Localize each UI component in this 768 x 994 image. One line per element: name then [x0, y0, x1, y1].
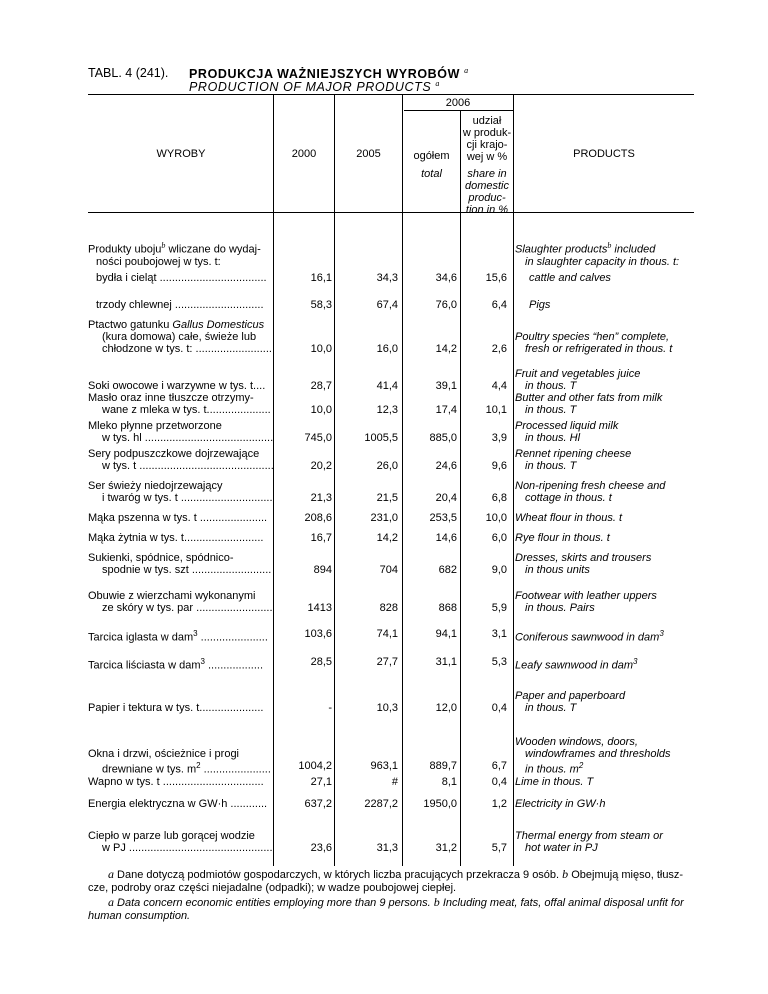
- cell-value: 5,7: [491, 842, 507, 854]
- share-pl-line: udział: [472, 115, 502, 127]
- row-label-en-line: in thous. T: [525, 460, 577, 472]
- table-number: TABL. 4 (241).: [88, 66, 169, 80]
- row-label-pl-line: Soki owocowe i warzywne w tys. t....: [88, 380, 266, 392]
- col-divider-5: [513, 94, 514, 866]
- header-2006: 2006: [445, 97, 471, 109]
- cell-value: 6,4: [491, 299, 507, 311]
- cell-value: 6,0: [491, 532, 507, 544]
- cell-value: #: [391, 776, 398, 788]
- section-en-line2: in slaughter capacity in thous. t:: [525, 255, 680, 268]
- header-share-en: [461, 168, 513, 216]
- cell-value: 39,1: [435, 380, 457, 392]
- row-label-pl: [88, 380, 274, 392]
- row-label-en: [515, 272, 690, 284]
- header-bottom-rule: [88, 212, 694, 213]
- section-label-en: [515, 240, 690, 268]
- row-label-pl-line: Energia elektryczna w GW·h ............: [88, 798, 268, 810]
- header-total-pl: ogółem: [413, 150, 450, 162]
- row-label-pl: [88, 776, 274, 788]
- row-label-en: [515, 552, 690, 576]
- cell-value: 74,1: [376, 628, 398, 640]
- row-label-en-line: Thermal energy from steam or: [515, 830, 663, 842]
- row-label-en-line: in thous. T: [525, 702, 577, 714]
- cell-value: -: [328, 702, 332, 714]
- row-label-en: [515, 532, 690, 544]
- row-label-pl: [88, 319, 274, 355]
- footnote-en: [88, 896, 694, 923]
- row-label-pl: [88, 830, 274, 854]
- row-label-en: [515, 628, 690, 644]
- unit-exponent: 2: [196, 761, 201, 770]
- header-total-en: total: [421, 168, 442, 180]
- cell-value: 34,3: [376, 272, 398, 284]
- row-label-en-line: in thous units: [525, 564, 590, 576]
- share-pl-line: w produk-: [462, 127, 512, 139]
- row-label-pl-line: chłodzone w tys. t: .........................: [102, 343, 272, 355]
- row-label-en: [515, 736, 690, 776]
- unit-exponent: 2: [578, 761, 584, 770]
- row-label-pl-line: Sukienki, spódnice, spódnico-: [88, 552, 234, 564]
- section-en-text: Slaughter products: [515, 243, 608, 256]
- cell-value: 27,7: [376, 656, 398, 668]
- footnote-mark: b: [562, 867, 569, 881]
- row-label-en-line: Leafy sawnwood in dam$^3$: [515, 657, 638, 672]
- row-label-pl-line: w PJ ...............................................: [102, 842, 273, 854]
- section-en-text2: included: [611, 243, 656, 256]
- cell-value: 26,0: [376, 460, 398, 472]
- title-footnote-mark: a: [464, 66, 469, 75]
- cell-value: 231,0: [370, 512, 398, 524]
- cell-value: 10,3: [376, 702, 398, 714]
- row-label-pl-line: w tys. hl ..........................................: [102, 432, 274, 444]
- share-en-line: share in: [467, 168, 507, 180]
- section-label-pl: [88, 240, 274, 268]
- unit-exponent: 3: [200, 657, 205, 666]
- row-label-pl-line: Okna i drzwi, ościeżnice i progi: [88, 748, 240, 760]
- section-pl-line1: [88, 240, 274, 256]
- cell-value: 28,5: [310, 656, 332, 668]
- cell-value: 76,0: [435, 299, 457, 311]
- row-label-en: [515, 690, 690, 714]
- section-pl-text: Produkty uboju: [88, 243, 162, 256]
- cell-value: 9,0: [491, 564, 507, 576]
- row-label-pl: [88, 590, 274, 614]
- row-label-pl-line: Masło oraz inne tłuszcze otrzymy-: [88, 392, 254, 404]
- unit-exponent: 3: [633, 657, 638, 666]
- cell-value: 10,0: [310, 343, 332, 355]
- cell-value: 20,4: [435, 492, 457, 504]
- cell-value: 8,1: [441, 776, 457, 788]
- header-wyroby: WYROBY: [156, 148, 206, 160]
- row-label-en-line: Fruit and vegetables juice: [515, 368, 641, 380]
- row-label-en-line: Footwear with leather uppers: [515, 590, 657, 602]
- row-label-pl: [88, 532, 274, 544]
- species-name: Gallus Domesticus: [172, 319, 265, 331]
- row-label-en-line: Non-ripening fresh cheese and: [515, 480, 666, 492]
- row-label-pl-line: Ciepło w parze lub gorącej wodzie: [88, 830, 255, 842]
- row-label-en: [515, 798, 690, 810]
- footnote-mark: a: [108, 867, 114, 881]
- cell-value: 6,7: [491, 760, 507, 772]
- row-label-en: [515, 368, 690, 392]
- row-label-pl-line: Mleko płynne przetworzone: [88, 420, 222, 432]
- row-label-en: [515, 590, 690, 614]
- cell-value: 28,7: [310, 380, 332, 392]
- cell-value: 828: [379, 602, 398, 614]
- cell-value: 1005,5: [364, 432, 398, 444]
- row-label-en-line: Wooden windows, doors,: [515, 736, 638, 748]
- title-polish-text: PRODUKCJA WAŻNIEJSZYCH WYROBÓW: [189, 67, 461, 82]
- row-label-en: [515, 512, 690, 524]
- cell-value: 745,0: [304, 432, 332, 444]
- section-en-mark: b: [607, 241, 612, 250]
- cell-value: 10,1: [485, 404, 507, 416]
- cell-value: 20,2: [310, 460, 332, 472]
- cell-value: 31,3: [376, 842, 398, 854]
- footnote-text: Data concern economic entities employing more than 9 persons.: [114, 897, 434, 909]
- cell-value: 10,0: [310, 404, 332, 416]
- cell-value: 1413: [307, 602, 332, 614]
- cell-value: 16,7: [310, 532, 332, 544]
- header-share-pl: [461, 115, 513, 163]
- row-label-pl-line: Tarcica iglasta w dam$^3$ ......................: [88, 629, 268, 644]
- row-label-pl-line: wane z mleka w tys. t.....................: [102, 404, 271, 416]
- footnote-pl: [88, 868, 694, 895]
- row-label-pl: [88, 480, 274, 504]
- cell-value: 58,3: [310, 299, 332, 311]
- cell-value: 10,0: [485, 512, 507, 524]
- cell-value: 16,0: [376, 343, 398, 355]
- row-label-en-line: in thous. T: [525, 380, 577, 392]
- cell-value: 12,3: [376, 404, 398, 416]
- footnote-text: Obejmują mięso, tłusz-cze, podroby oraz części niejadalne (odpadki); w wadze poubojowej ciepłej.: [88, 869, 684, 894]
- section-en-line1: [515, 240, 690, 256]
- cell-value: 885,0: [429, 432, 457, 444]
- row-label-pl: [88, 448, 274, 472]
- row-label-pl: [88, 552, 274, 576]
- row-label-pl-line: Mąka pszenna w tys. t ......................: [88, 512, 268, 524]
- row-label-pl-line: trzody chlewnej .............................: [96, 299, 264, 311]
- cell-value: 2,6: [491, 343, 507, 355]
- row-label-pl-line: Mąka żytnia w tys. t..........................: [88, 532, 264, 544]
- share-pl-line: cji krajo-: [466, 139, 508, 151]
- row-label-pl-line: ze skóry w tys. par .........................: [102, 602, 273, 614]
- row-label-en-line: hot water in PJ: [525, 842, 598, 854]
- row-label-en-line: Lime in thous. T: [515, 776, 594, 788]
- row-label-en-line: Poultry species “hen” complete,: [515, 331, 670, 343]
- section-pl-text2: wliczane do wydaj-: [165, 243, 261, 256]
- row-label-pl-line: Ser świeży niedojrzewający: [88, 480, 223, 492]
- row-label-pl: [88, 748, 274, 776]
- cell-value: 253,5: [429, 512, 457, 524]
- cell-value: 1,2: [491, 798, 507, 810]
- row-label-en-line: Butter and other fats from milk: [515, 392, 663, 404]
- cell-value: 16,1: [310, 272, 332, 284]
- col-divider-3: [402, 94, 403, 866]
- footnote-mark: a: [108, 895, 114, 909]
- row-label-en-line: in thous. Hl: [525, 432, 581, 444]
- section-pl-mark: b: [161, 241, 166, 250]
- section-pl-line2: ności poubojowej w tys. t:: [96, 255, 221, 268]
- cell-value: 4,4: [491, 380, 507, 392]
- cell-value: 94,1: [435, 628, 457, 640]
- cell-value: 5,3: [491, 656, 507, 668]
- cell-value: 704: [379, 564, 398, 576]
- share-pl-line: wej w %: [466, 151, 508, 163]
- row-label-en-line: Paper and paperboard: [515, 690, 626, 702]
- cell-value: 6,8: [491, 492, 507, 504]
- cell-value: 34,6: [435, 272, 457, 284]
- row-label-pl-line: Papier i tektura w tys. t.....................: [88, 702, 264, 714]
- row-label-en: [515, 299, 690, 311]
- row-label-pl-line: Wapno w tys. t .................................: [88, 776, 264, 788]
- cell-value: 14,2: [435, 343, 457, 355]
- table-top-rule: [88, 94, 694, 95]
- unit-exponent: 3: [193, 629, 198, 638]
- cell-value: 1950,0: [423, 798, 457, 810]
- row-label-pl: [88, 798, 274, 810]
- year-2006-underline: [404, 110, 514, 111]
- row-label-en-line: in thous. T: [525, 404, 577, 416]
- row-label-en-line: windowframes and thresholds: [525, 748, 671, 760]
- title-english: [189, 79, 440, 94]
- row-label-en: [515, 448, 690, 472]
- col-divider-2: [334, 94, 335, 866]
- footnote-text: Including meat, fats, offal animal disposal unfit for human consumption.: [88, 897, 684, 922]
- title-english-text: PRODUCTION OF MAJOR PRODUCTS: [189, 80, 432, 95]
- header-products: PRODUCTS: [573, 148, 635, 160]
- cell-value: 1004,2: [298, 760, 332, 772]
- cell-value: 5,9: [491, 602, 507, 614]
- row-label-en-line: cottage in thous. t: [525, 492, 612, 504]
- cell-value: 41,4: [376, 380, 398, 392]
- row-label-pl-line: w tys. t ............................................: [102, 460, 274, 472]
- cell-value: 31,2: [435, 842, 457, 854]
- cell-value: 963,1: [370, 760, 398, 772]
- row-label-pl-line: bydła i cieląt ...................................: [96, 272, 267, 284]
- cell-value: 0,4: [491, 702, 507, 714]
- cell-value: 889,7: [429, 760, 457, 772]
- share-en-line: domestic: [464, 180, 510, 192]
- footnote-mark: b: [433, 895, 440, 909]
- row-label-en: [515, 830, 690, 854]
- cell-value: 21,5: [376, 492, 398, 504]
- row-label-en: [515, 420, 690, 444]
- row-label-en: [515, 776, 690, 788]
- cell-value: 3,9: [491, 432, 507, 444]
- cell-value: 894: [313, 564, 332, 576]
- row-label-en-line: Electricity in GW·h: [515, 798, 606, 810]
- header-2000: 2000: [291, 148, 317, 160]
- footnote-text: Dane dotyczą podmiotów gospodarczych, w których liczba pracujących przekracza 9 osób.: [114, 869, 563, 881]
- row-label-pl-line: Ptactwo gatunku Gallus Domesticus: [88, 319, 265, 331]
- header-2005: 2005: [356, 148, 381, 160]
- row-label-en-line: Processed liquid milk: [515, 420, 619, 432]
- row-label-en-line: Rennet ripening cheese: [515, 448, 632, 460]
- row-label-en-line: Coniferous sawnwood in dam$^3$: [515, 629, 664, 644]
- cell-value: 15,6: [485, 272, 507, 284]
- cell-value: 103,6: [304, 628, 332, 640]
- cell-value: 9,6: [491, 460, 507, 472]
- cell-value: 3,1: [491, 628, 507, 640]
- cell-value: 27,1: [310, 776, 332, 788]
- col-divider-4: [460, 110, 461, 866]
- cell-value: 67,4: [376, 299, 398, 311]
- cell-value: 12,0: [435, 702, 457, 714]
- row-label-pl-line: spodnie w tys. szt ..........................: [102, 564, 272, 576]
- cell-value: 14,2: [376, 532, 398, 544]
- cell-value: 21,3: [310, 492, 332, 504]
- row-label-pl: [88, 702, 274, 714]
- row-label-pl-line: (kura domowa) całe, świeże lub: [102, 331, 257, 343]
- row-label-pl-line: i twaróg w tys. t ..............................: [102, 492, 273, 504]
- cell-value: 0,4: [491, 776, 507, 788]
- row-label-en-line: in thous. Pairs: [525, 602, 595, 614]
- row-label-pl: [88, 512, 274, 524]
- cell-value: 868: [438, 602, 457, 614]
- cell-value: 682: [438, 564, 457, 576]
- row-label-en: [515, 656, 690, 672]
- row-label-en: [515, 331, 690, 355]
- row-label-pl-line: drewniane w tys. $m^2$ ......................: [102, 761, 271, 776]
- share-en-line: produc-: [468, 192, 506, 204]
- row-label-en-line: in thous. $m^2$: [525, 761, 584, 776]
- row-label-pl: [88, 628, 274, 644]
- row-label-en-line: Wheat flour in thous. t: [515, 512, 622, 524]
- row-label-pl-line: Sery podpuszczkowe dojrzewające: [88, 448, 260, 460]
- cell-value: 24,6: [435, 460, 457, 472]
- row-label-en-line: fresh or refrigerated in thous. t: [525, 343, 673, 355]
- row-label-pl: [88, 392, 274, 416]
- row-label-pl: [88, 420, 274, 444]
- cell-value: 14,6: [435, 532, 457, 544]
- cell-value: 31,1: [435, 656, 457, 668]
- row-label-en: [515, 480, 690, 504]
- cell-value: 637,2: [304, 798, 332, 810]
- row-label-en-line: Dresses, skirts and trousers: [515, 552, 652, 564]
- row-label-en-line: cattle and calves: [529, 272, 611, 284]
- row-label-pl-line: Obuwie z wierzchami wykonanymi: [88, 590, 256, 602]
- row-label-pl: [88, 656, 274, 672]
- cell-value: 208,6: [304, 512, 332, 524]
- row-label-pl: [88, 299, 274, 311]
- title-en-footnote-mark: a: [435, 79, 440, 88]
- cell-value: 23,6: [310, 842, 332, 854]
- share-en-line: tion in %: [465, 204, 509, 216]
- row-label-en-line: Pigs: [529, 299, 551, 311]
- row-label-en-line: Rye flour in thous. t: [515, 532, 610, 544]
- unit-exponent: 3: [659, 629, 664, 638]
- row-label-pl: [88, 272, 274, 284]
- row-label-en: [515, 392, 690, 416]
- row-label-pl-line: Tarcica liściasta w dam$^3$ ..................: [88, 657, 264, 672]
- cell-value: 17,4: [435, 404, 457, 416]
- cell-value: 2287,2: [364, 798, 398, 810]
